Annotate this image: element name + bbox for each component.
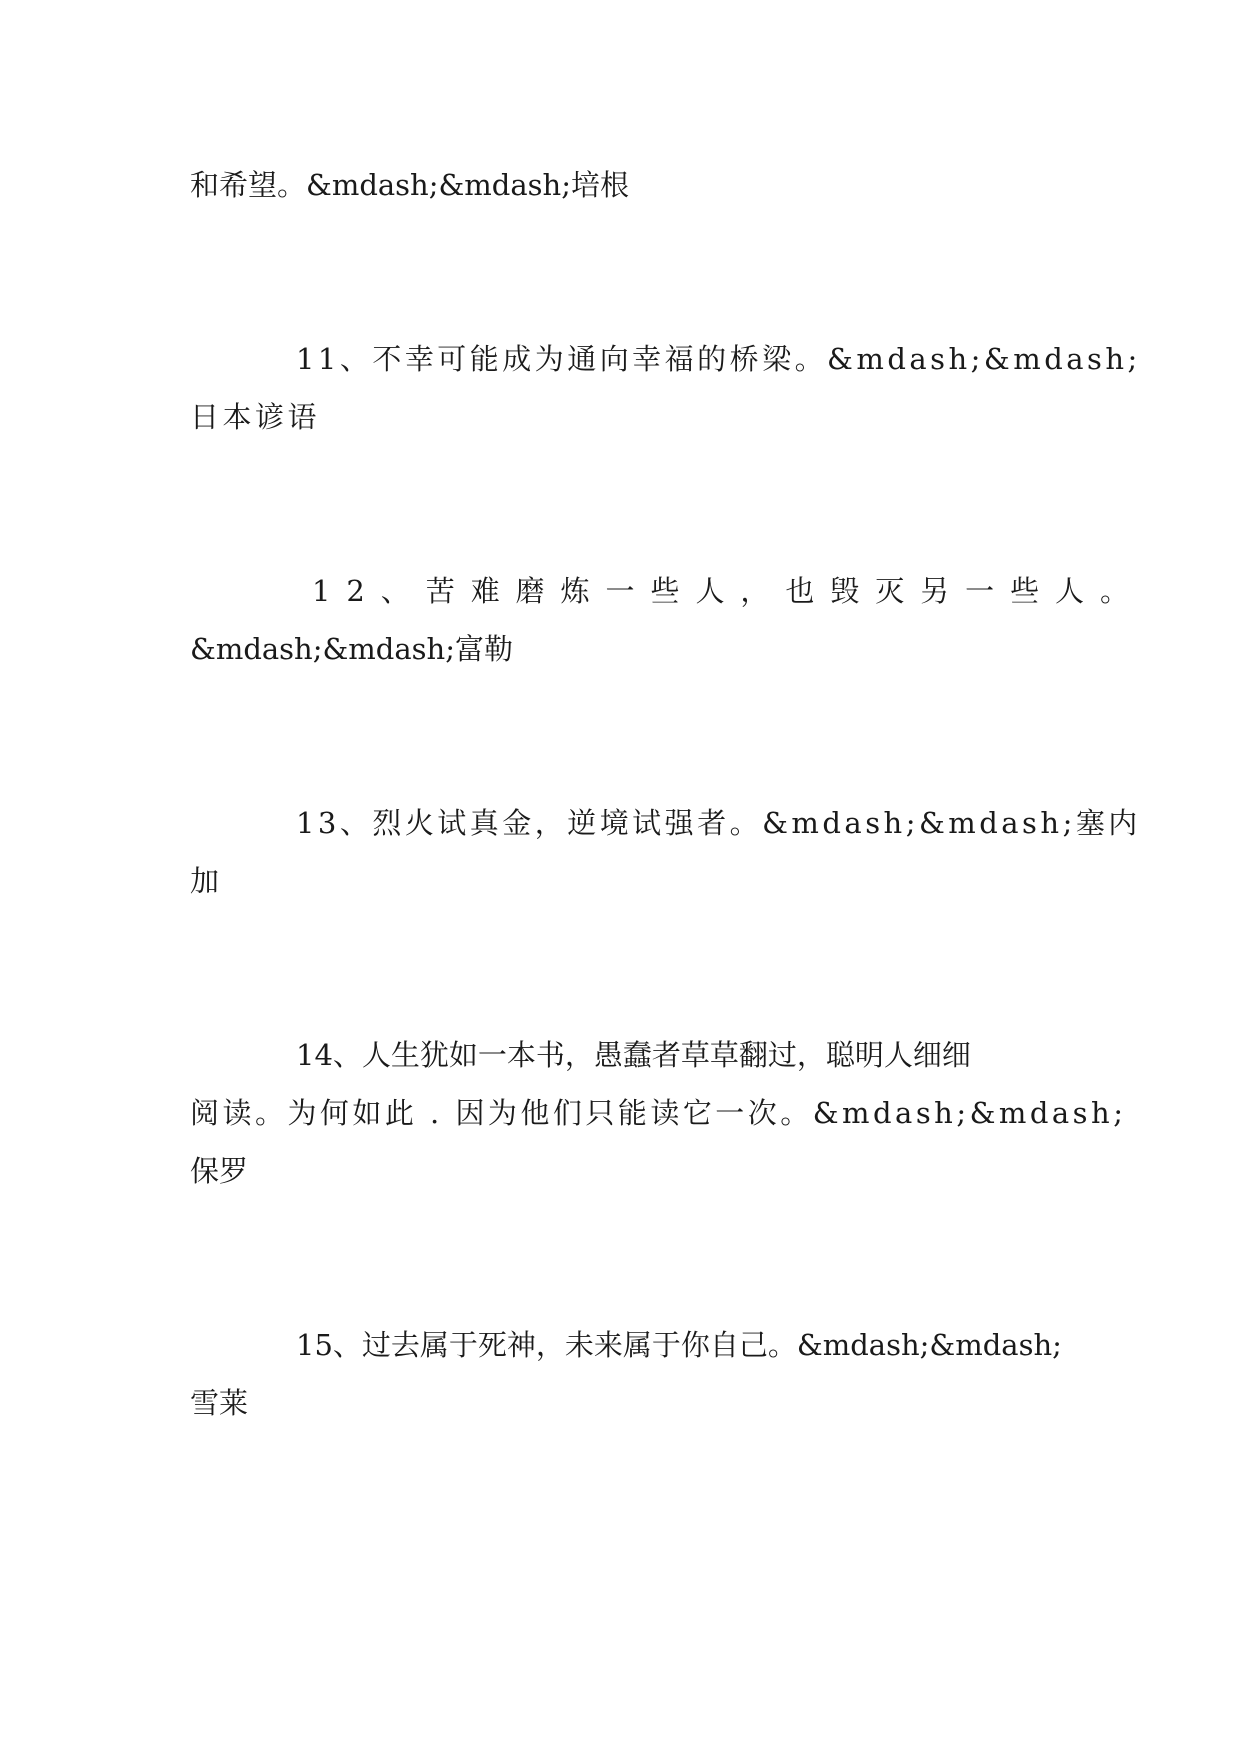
paragraph-11-line-1: 11、不幸可能成为通向幸福的桥梁。&mdash;&mdash; — [296, 342, 1141, 376]
paragraph-13-line-1: 13、烈火试真金，逆境试强者。&mdash;&mdash;塞内 — [296, 806, 1141, 840]
paragraph-15-line-2: 雪莱 — [190, 1386, 249, 1420]
paragraph-14-line-1: 14、人生犹如一本书，愚蠢者草草翻过，聪明人细细 — [296, 1038, 971, 1072]
paragraph-12-line-2: &mdash;&mdash;富勒 — [190, 632, 513, 666]
paragraph-10-line-1: 和希望。&mdash;&mdash;培根 — [190, 168, 629, 202]
paragraph-13-line-2: 加 — [190, 864, 220, 898]
paragraph-12-line-1: 12、苦难磨炼一些人，也毁灭另一些人。 — [312, 574, 1145, 608]
paragraph-14-line-3: 保罗 — [190, 1154, 249, 1188]
paragraph-14-line-2: 阅读。为何如此 . 因为他们只能读它一次。&mdash;&mdash; — [190, 1096, 1127, 1130]
paragraph-11-line-2: 日本谚语 — [190, 400, 320, 434]
paragraph-15-line-1: 15、过去属于死神，未来属于你自己。&mdash;&mdash; — [296, 1328, 1062, 1362]
